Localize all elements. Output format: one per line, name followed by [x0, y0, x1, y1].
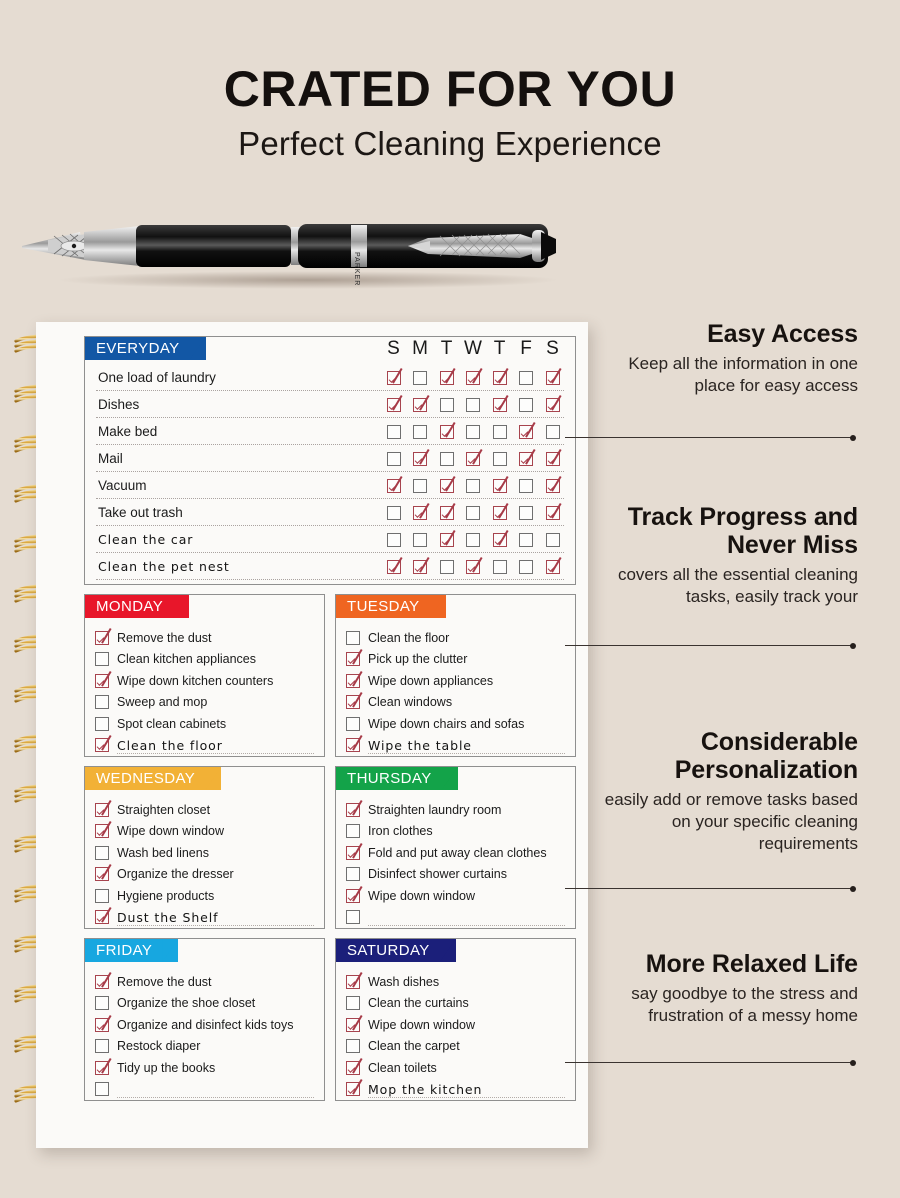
annotation-body: say goodbye to the stress and frustration of a messy home [631, 984, 858, 1025]
task-label: Clean kitchen appliances [117, 652, 256, 667]
task-label: Clean the curtains [368, 996, 469, 1011]
everyday-row [96, 472, 564, 499]
annotations-column [600, 0, 900, 1198]
task-label: Organize and disinfect kids toys [117, 1017, 294, 1032]
annotation-body: covers all the essential cleaning tasks, easily track your [617, 565, 858, 606]
checkbox-f-2[interactable] [519, 425, 533, 439]
task-checkbox[interactable] [95, 824, 109, 838]
everyday-task-label: Mail [98, 451, 123, 466]
day-panels-grid [84, 594, 576, 1101]
day-panel-wednesday [84, 766, 325, 929]
checkbox-t-7[interactable] [440, 560, 454, 574]
annotation-body: easily add or remove tasks based on your specific cleaning requirements [604, 790, 858, 853]
everyday-task-label: Make bed [98, 424, 158, 439]
everyday-checkbox-row [382, 452, 564, 466]
checkbox-f-3[interactable] [519, 452, 533, 466]
checkbox-m-1[interactable] [413, 398, 427, 412]
task-label: Clean the floor [117, 737, 223, 753]
task-row [346, 864, 565, 886]
checkbox-f-0[interactable] [519, 371, 533, 385]
task-checkbox[interactable] [346, 717, 360, 731]
leader-dot [850, 886, 856, 892]
everyday-task-label: Vacuum [98, 478, 147, 493]
checkbox-t-6[interactable] [440, 533, 454, 547]
task-checkbox[interactable] [346, 674, 360, 688]
task-row [95, 713, 314, 735]
task-checkbox[interactable] [95, 652, 109, 666]
checkbox-f-1[interactable] [519, 398, 533, 412]
task-row [95, 627, 314, 649]
day-panel-thursday [335, 766, 576, 929]
weekday-header-0: S [387, 338, 400, 359]
everyday-task-label: Dishes [98, 397, 140, 412]
annotation-2 [600, 728, 858, 854]
day-tab-saturday: SATURDAY [336, 939, 456, 962]
task-row [95, 1014, 314, 1036]
day-task-list [336, 618, 575, 756]
task-checkbox[interactable] [346, 867, 360, 881]
task-row [346, 627, 565, 649]
task-label: Wipe down window [368, 888, 475, 903]
day-panel-monday [84, 594, 325, 757]
task-row [346, 692, 565, 714]
task-row [346, 1057, 565, 1079]
task-checkbox[interactable] [95, 1061, 109, 1075]
task-checkbox[interactable] [95, 738, 109, 752]
leader-dot [850, 1060, 856, 1066]
task-label: Organize the dresser [117, 867, 234, 882]
task-label: Clean toilets [368, 1060, 437, 1075]
checkbox-s-6[interactable] [546, 533, 560, 547]
task-row [346, 1036, 565, 1058]
task-checkbox[interactable] [346, 1018, 360, 1032]
task-checkbox[interactable] [346, 1039, 360, 1053]
checkbox-s-4[interactable] [546, 479, 560, 493]
day-task-list [85, 962, 324, 1100]
task-row [346, 1079, 565, 1101]
task-checkbox[interactable] [346, 1061, 360, 1075]
checkbox-t-4[interactable] [440, 479, 454, 493]
task-label: Tidy up the books [117, 1060, 216, 1075]
everyday-checkbox-row [382, 560, 564, 574]
fountain-pen-image [8, 208, 588, 298]
task-checkbox[interactable] [95, 695, 109, 709]
task-checkbox[interactable] [95, 1039, 109, 1053]
checkbox-t-7[interactable] [493, 560, 507, 574]
checkbox-t-0[interactable] [440, 371, 454, 385]
checkbox-f-6[interactable] [519, 533, 533, 547]
task-row [95, 649, 314, 671]
task-checkbox[interactable] [95, 803, 109, 817]
task-row [95, 670, 314, 692]
task-label: Hygiene products [117, 888, 215, 903]
checkbox-w-4[interactable] [466, 479, 480, 493]
day-tab-monday: MONDAY [85, 595, 189, 618]
task-row [346, 1014, 565, 1036]
checkbox-w-7[interactable] [466, 560, 480, 574]
checkbox-m-7[interactable] [413, 560, 427, 574]
annotation-1 [600, 503, 858, 608]
svg-text:PARKER: PARKER [353, 252, 360, 287]
task-row [346, 885, 565, 907]
day-task-list [85, 790, 324, 928]
task-row [346, 713, 565, 735]
checkbox-m-4[interactable] [413, 479, 427, 493]
day-task-list [336, 790, 575, 928]
checkbox-f-4[interactable] [519, 479, 533, 493]
day-task-list [336, 962, 575, 1100]
task-row [95, 907, 314, 929]
everyday-checkbox-row [382, 398, 564, 412]
everyday-row [96, 391, 564, 418]
task-row [95, 1079, 314, 1101]
weekday-header-6: S [546, 338, 559, 359]
checkbox-s-3[interactable] [387, 452, 401, 466]
everyday-row [96, 526, 564, 553]
task-label: Organize the shoe closet [117, 996, 256, 1011]
planner-notebook [36, 322, 588, 1148]
annotation-0 [600, 320, 858, 397]
checkbox-t-3[interactable] [440, 452, 454, 466]
checkbox-s-3[interactable] [546, 452, 560, 466]
task-label: Wipe down window [117, 824, 224, 839]
leader-line [565, 888, 853, 889]
checkbox-s-7[interactable] [387, 560, 401, 574]
weekday-header-2: T [440, 338, 453, 359]
task-label: Restock diaper [117, 1039, 201, 1054]
checkbox-m-2[interactable] [413, 425, 427, 439]
annotation-3 [600, 950, 858, 1027]
leader-line [565, 1062, 853, 1063]
annotation-title: Easy Access [707, 320, 858, 348]
everyday-row [96, 445, 564, 472]
task-row [95, 971, 314, 993]
task-checkbox[interactable] [346, 846, 360, 860]
checkbox-t-2[interactable] [493, 425, 507, 439]
checkbox-w-3[interactable] [466, 452, 480, 466]
everyday-checkbox-row [382, 479, 564, 493]
task-checkbox[interactable] [95, 1018, 109, 1032]
leader-dot [850, 643, 856, 649]
task-checkbox[interactable] [346, 695, 360, 709]
weekday-header-1: M [412, 338, 428, 359]
task-row [95, 692, 314, 714]
task-row [95, 842, 314, 864]
checkbox-m-6[interactable] [413, 533, 427, 547]
checkbox-s-5[interactable] [546, 506, 560, 520]
checkbox-s-2[interactable] [546, 425, 560, 439]
everyday-task-label: Clean the car [98, 532, 194, 547]
page-title: CRATED FOR YOU [223, 61, 677, 117]
checkbox-w-0[interactable] [466, 371, 480, 385]
task-label: Fold and put away clean clothes [368, 845, 547, 860]
annotation-title: Considerable Personalization [674, 728, 858, 784]
everyday-checkbox-row [382, 533, 564, 547]
day-tab-thursday: THURSDAY [336, 767, 458, 790]
task-label: Remove the dust [117, 630, 212, 645]
task-checkbox[interactable] [95, 631, 109, 645]
day-tab-tuesday: TUESDAY [336, 595, 446, 618]
everyday-checkbox-row [382, 425, 564, 439]
task-checkbox[interactable] [346, 889, 360, 903]
everyday-row [96, 418, 564, 445]
task-label: Dust the Shelf [117, 909, 219, 925]
leader-line [565, 645, 853, 646]
day-panel-tuesday [335, 594, 576, 757]
task-row [95, 821, 314, 843]
task-checkbox[interactable] [346, 996, 360, 1010]
task-checkbox[interactable] [346, 1082, 360, 1096]
task-row [346, 907, 565, 929]
day-tab-friday: FRIDAY [85, 939, 178, 962]
weekday-header-5: F [520, 338, 532, 359]
task-label: Wash dishes [368, 974, 440, 989]
task-row [346, 971, 565, 993]
day-task-list [85, 618, 324, 756]
task-checkbox[interactable] [346, 738, 360, 752]
task-row [346, 649, 565, 671]
task-row [346, 821, 565, 843]
annotation-title: More Relaxed Life [645, 950, 858, 978]
everyday-task-label: One load of laundry [98, 370, 216, 385]
task-label: Remove the dust [117, 974, 212, 989]
checkbox-f-7[interactable] [519, 560, 533, 574]
task-checkbox[interactable] [346, 803, 360, 817]
checkbox-s-2[interactable] [387, 425, 401, 439]
day-tab-wednesday: WEDNESDAY [85, 767, 221, 790]
everyday-row [96, 553, 564, 580]
task-row [346, 670, 565, 692]
leader-line [565, 437, 853, 438]
task-row [95, 993, 314, 1015]
task-row [346, 735, 565, 757]
task-label: Mop the kitchen [368, 1081, 483, 1097]
everyday-tab: EVERYDAY [85, 337, 206, 360]
task-row [95, 864, 314, 886]
checkbox-t-1[interactable] [493, 398, 507, 412]
task-row [346, 842, 565, 864]
checkbox-s-4[interactable] [387, 479, 401, 493]
task-row [346, 799, 565, 821]
everyday-task-label: Take out trash [98, 505, 183, 520]
task-checkbox[interactable] [95, 674, 109, 688]
checkbox-t-5[interactable] [493, 506, 507, 520]
task-label: Wipe down appliances [368, 673, 494, 688]
everyday-section [84, 336, 576, 585]
checkbox-s-0[interactable] [387, 371, 401, 385]
everyday-row [96, 364, 564, 391]
page-subtitle: Perfect Cleaning Experience [238, 125, 662, 162]
checkbox-m-3[interactable] [413, 452, 427, 466]
checkbox-s-6[interactable] [387, 533, 401, 547]
task-checkbox[interactable] [346, 652, 360, 666]
checkbox-w-5[interactable] [466, 506, 480, 520]
task-label: Wipe the table [368, 737, 472, 753]
task-row [346, 993, 565, 1015]
checkbox-s-7[interactable] [546, 560, 560, 574]
checkbox-w-2[interactable] [466, 425, 480, 439]
everyday-checkbox-row [382, 371, 564, 385]
task-label: Wipe down kitchen counters [117, 673, 274, 688]
task-checkbox[interactable] [95, 910, 109, 924]
leader-dot [850, 435, 856, 441]
task-row [95, 1036, 314, 1058]
checkbox-s-5[interactable] [387, 506, 401, 520]
task-checkbox[interactable] [346, 975, 360, 989]
task-checkbox[interactable] [346, 910, 360, 924]
task-row [95, 1057, 314, 1079]
task-label: Straighten closet [117, 802, 211, 817]
task-row [95, 885, 314, 907]
task-checkbox[interactable] [95, 717, 109, 731]
checkbox-s-1[interactable] [546, 398, 560, 412]
checkbox-f-5[interactable] [519, 506, 533, 520]
everyday-task-label: Clean the pet nest [98, 559, 230, 574]
checkbox-t-1[interactable] [440, 398, 454, 412]
task-label: Clean the floor [368, 630, 450, 645]
weekday-header-3: W [464, 338, 482, 359]
task-label: Clean windows [368, 695, 453, 710]
task-row [95, 799, 314, 821]
everyday-row [96, 499, 564, 526]
checkbox-t-3[interactable] [493, 452, 507, 466]
task-label: Wipe down window [368, 1017, 475, 1032]
checkbox-t-4[interactable] [493, 479, 507, 493]
weekday-header-4: T [493, 338, 506, 359]
task-checkbox[interactable] [95, 1082, 109, 1096]
task-label: Sweep and mop [117, 695, 208, 710]
task-label: Spot clean cabinets [117, 716, 227, 731]
task-checkbox[interactable] [95, 867, 109, 881]
checkbox-w-6[interactable] [466, 533, 480, 547]
checkbox-s-1[interactable] [387, 398, 401, 412]
task-label: Clean the carpet [368, 1039, 460, 1054]
checkbox-t-5[interactable] [440, 506, 454, 520]
day-panel-saturday [335, 938, 576, 1101]
task-checkbox[interactable] [346, 631, 360, 645]
task-label: Iron clothes [368, 824, 433, 839]
annotation-body: Keep all the information in one place for easy access [628, 354, 858, 395]
task-label: Straighten laundry room [368, 802, 502, 817]
everyday-checkbox-row [382, 506, 564, 520]
task-label: Wash bed linens [117, 845, 209, 860]
checkbox-t-2[interactable] [440, 425, 454, 439]
task-checkbox[interactable] [95, 975, 109, 989]
day-panel-friday [84, 938, 325, 1101]
task-label: Wipe down chairs and sofas [368, 716, 525, 731]
task-row [95, 735, 314, 757]
checkbox-t-0[interactable] [493, 371, 507, 385]
task-label: Disinfect shower curtains [368, 867, 507, 882]
everyday-rows [85, 360, 575, 580]
checkbox-t-6[interactable] [493, 533, 507, 547]
task-checkbox[interactable] [346, 824, 360, 838]
task-label: Pick up the clutter [368, 652, 468, 667]
task-checkbox[interactable] [95, 889, 109, 903]
checkbox-w-1[interactable] [466, 398, 480, 412]
checkbox-m-0[interactable] [413, 371, 427, 385]
checkbox-s-0[interactable] [546, 371, 560, 385]
task-checkbox[interactable] [95, 846, 109, 860]
checkbox-m-5[interactable] [413, 506, 427, 520]
weekday-header-row [382, 338, 564, 360]
task-checkbox[interactable] [95, 996, 109, 1010]
annotation-title: Track Progress and Never Miss [627, 503, 858, 559]
